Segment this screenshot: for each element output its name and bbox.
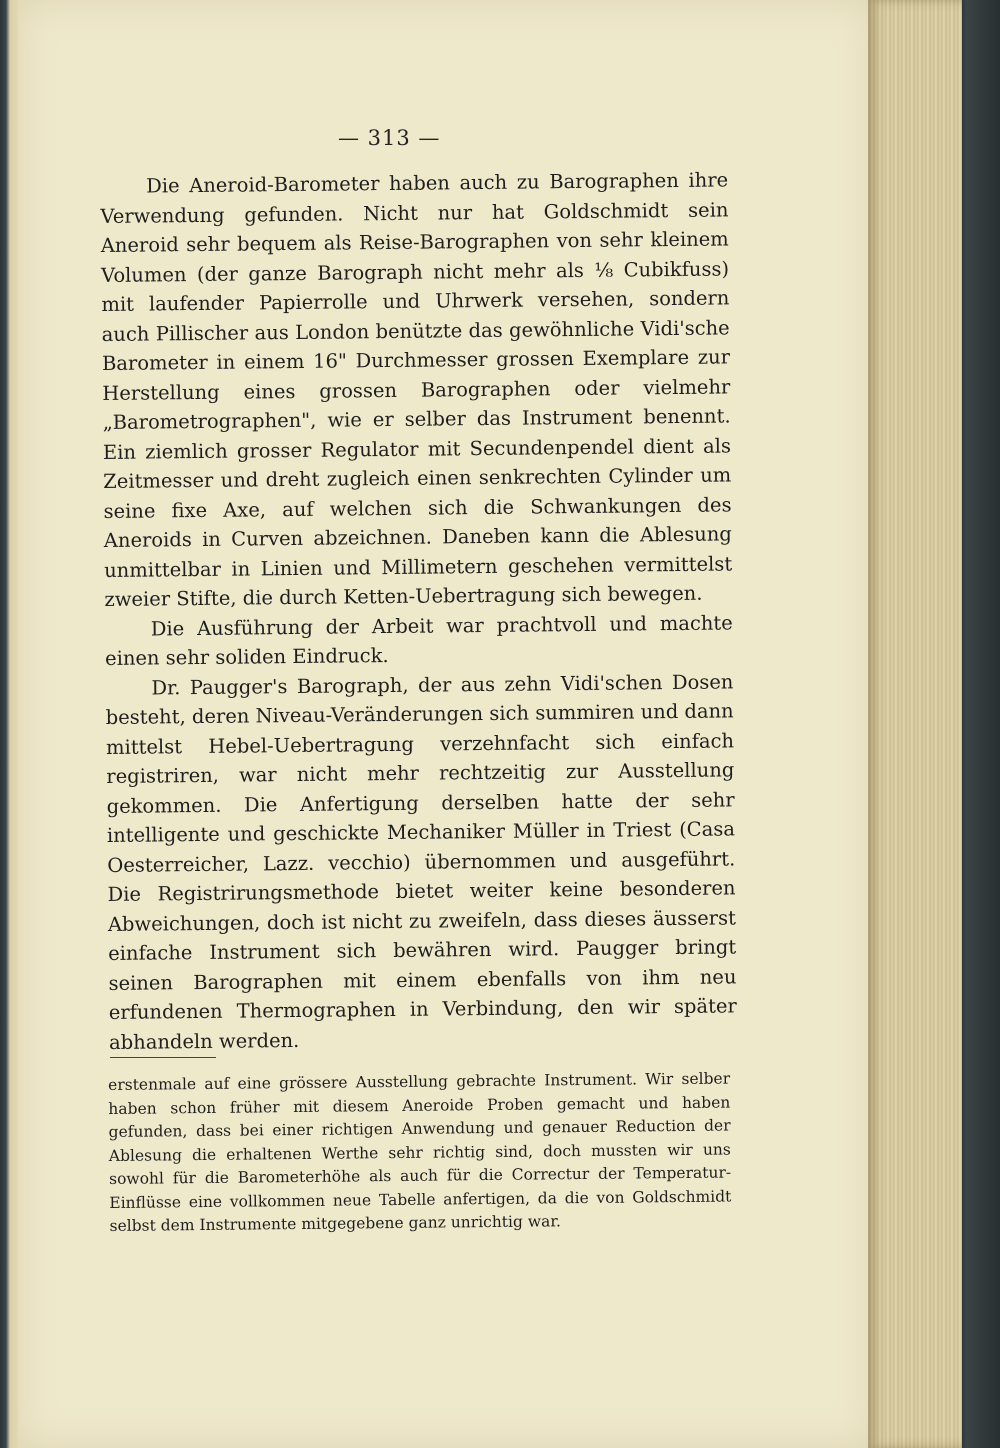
paragraph: Die Aneroid-Barometer haben auch zu Barographen ihre Verwendung gefunden. Nicht nur hat Goldschmidt sein Aneroid sehr bequem als Reise-Barographen von sehr kleinem Volumen (der ganze Barograph nicht mehr als ⅛ Cubikfuss) mit laufender Papierrolle und Uhrwerk versehen, sondern auch Pillischer aus London benützte das gewöhnliche Vidi'sche Barometer in einem 16" Durchmesser grossen Exemplare zur Herstellung eines grossen Barographen oder vielmehr „Barometrographen", wie er selber das Instrument benennt. Ein ziemlich grosser Regulator mit Secundenpendel dient als Zeitmesser und dreht zugleich einen senkrechten Cylinder um seine fixe Axe, auf welchen sich die Schwankungen des Aneroids in Curven abzeichnen. Daneben kann die Ablesung unmittelbar in Linien und Millimetern geschehen vermittelst zweier Stifte, die durch Ketten-Uebertragung sich bewegen.: [100, 168, 733, 611]
footnote-separator: [110, 1057, 216, 1058]
page-number: — 313 —: [338, 126, 441, 150]
body-text: [100, 165, 737, 1057]
page-edges: [868, 0, 968, 1448]
footnote: [108, 1067, 732, 1238]
paragraph: Die Ausführung der Arbeit war prachtvoll und machte einen sehr soliden Eindruck.: [104, 610, 733, 670]
book-cover-edge: [962, 0, 1000, 1448]
footnote-text: erstenmale auf eine grössere Ausstellung gebrachte Instrument. Wir selber haben schon früher mit diesem Aneroide Proben gemacht und haben gefunden, dass bei einer richtigen Anwendung und genauer Reduction der Ablesung die erhaltenen Werthe sehr richtig sind, doch mussten wir uns sowohl für die Barometerhöhe als auch für die Correctur der Temperatur-Einflüsse eine vollkommen neue Tabelle anfertigen, da die von Goldschmidt selbst dem Instrumente mitgegebene ganz unrichtig war.: [108, 1069, 732, 1235]
paragraph: Dr. Paugger's Barograph, der aus zehn Vidi'schen Dosen besteht, deren Niveau-Veränderungen sich summiren und dann mittelst Hebel-Uebertragung verzehnfacht sich einfach registriren, war nicht mehr rechtzeitig zur Ausstellung gekommen. Die Anfertigung derselben hatte der sehr intelligente und geschickte Mechaniker Müller in Triest (Casa Oesterreicher, Lazz. vecchio) übernommen und ausgeführt. Die Registrirungsmethode bietet weiter keine besonderen Abweichungen, doch ist nicht zu zweifeln, dass dieses äusserst einfache Instrument sich bewähren wird. Paugger bringt seinen Barographen mit einem ebenfalls von ihm neu erfundenen Thermographen in Verbindung, den wir später abhandeln werden.: [105, 669, 737, 1054]
